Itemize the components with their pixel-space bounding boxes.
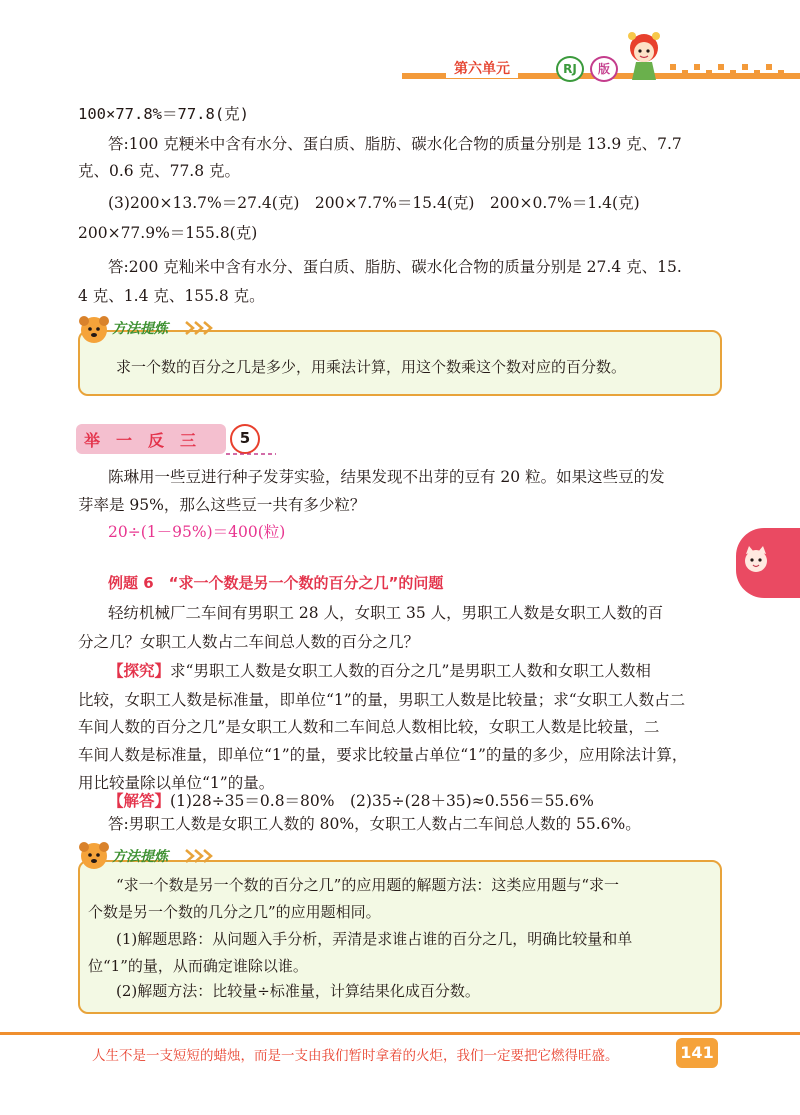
dog-mascot-icon [76,312,112,348]
explore-line-5: 用比较量除以单位“1”的量。 [78,774,275,792]
example-problem-1: 轻纺机械厂二车间有男职工 28 人，女职工 35 人，男职工人数是女职工人数的百 [108,604,664,622]
solve-line-1: (1)28÷35＝0.8＝80% (2)35÷(28＋35)≈0.556＝55.6% [170,792,594,810]
answer-line-1: 答:100 克粳米中含有水分、蛋白质、脂肪、碳水化合物的质量分别是 13.9 克、7.7 [108,135,682,153]
practice-question-1: 陈琳用一些豆进行种子发芽实验，结果发现不出芽的豆有 20 粒。如果这些豆的发 [108,468,665,486]
method2-line-3: (1)解题思路：从问题入手分析，弄清是求谁占谁的百分之几，明确比较量和单 [116,930,633,948]
answer-line-2b: 4 克、1.4 克、155.8 克。 [78,287,265,305]
practice-char-4: 三 [180,431,213,450]
answer-line-2: 答:200 克籼米中含有水分、蛋白质、脂肪、碳水化合物的质量分别是 27.4 克、15. [108,258,682,276]
explore-label: 【探究】 [108,661,171,680]
unit-title: 第六单元 [446,58,518,78]
example-problem-2: 分之几？女职工人数占二车间总人数的百分之几？ [78,633,420,651]
practice-char-1: 举 [84,431,117,450]
explore-line-4: 车间人数是标准量，即单位“1”的量，要求比较量占单位“1”的量的多少，应用除法计算， [78,746,688,764]
practice-char-3: 反 [148,431,181,450]
checker-pattern [650,64,800,84]
method2-line-4: 位“1”的量，从而确定谁除以谁。 [88,957,308,975]
practice-answer: 20÷(1－95%)＝400(粒) [108,523,286,541]
practice-question-2: 芽率是 95%，那么这些豆一共有多少粒？ [78,496,366,514]
dog-mascot-icon [76,838,112,874]
solve-label: 【解答】 [108,791,171,810]
footer-bar [0,1032,800,1035]
practice-char-2: 一 [116,431,149,450]
explore-line-1: 求“男职工人数是女职工人数的百分之几”是男职工人数和女职工人数相 [170,662,651,680]
arrow-chevrons-icon [184,320,214,336]
page-number: 141 [676,1038,718,1068]
method2-line-1: “求一个数是另一个数的百分之几”的应用题的解题方法：这类应用题与“求一 [116,876,620,894]
cat-mascot-icon [742,545,770,575]
edition-badge: 版 [590,56,618,82]
calc-line-1: 100×77.8%＝77.8(克) [78,105,249,123]
explore-line-3: 车间人数的百分之几”是女职工人数和二车间总人数相比较，女职工人数是比较量，二 [78,718,660,736]
example-title: 例题 6 “求一个数是另一个数的百分之几”的问题 [108,574,444,592]
method2-line-2: 个数是另一个数的几分之几”的应用题相同。 [88,903,381,921]
practice-number: 5 [239,429,251,447]
method-label-1: 方法提炼 [112,321,168,337]
method-text-1: 求一个数的百分之几是多少，用乘法计算，用这个数乘这个数对应的百分数。 [116,358,627,376]
calc-line-4: 200×77.9%＝155.8(克) [78,224,258,242]
example-answer: 答:男职工人数是女职工人数的 80%，女职工人数占二车间总人数的 55.6%。 [108,815,641,833]
answer-line-1b: 克、0.6 克、77.8 克。 [78,162,241,180]
footer-motto: 人生不是一支短短的蜡烛，而是一支由我们暂时拿着的火炬，我们一定要把它燃得旺盛。 [92,1048,619,1064]
rj-badge: RJ [556,56,584,82]
method2-line-5: (2)解题方法：比较量÷标准量，计算结果化成百分数。 [116,982,480,1000]
arrow-chevrons-icon [184,848,214,864]
explore-line-2: 比较，女职工人数是标准量，即单位“1”的量，男职工人数是比较量；求“女职工人数占二 [78,691,686,709]
calc-line-3: (3)200×13.7%＝27.4(克) 200×7.7%＝15.4(克) 200×0.7%＝1.4(克) [108,194,640,212]
method-label-2: 方法提炼 [112,849,168,865]
mascot-girl-icon [618,24,670,84]
